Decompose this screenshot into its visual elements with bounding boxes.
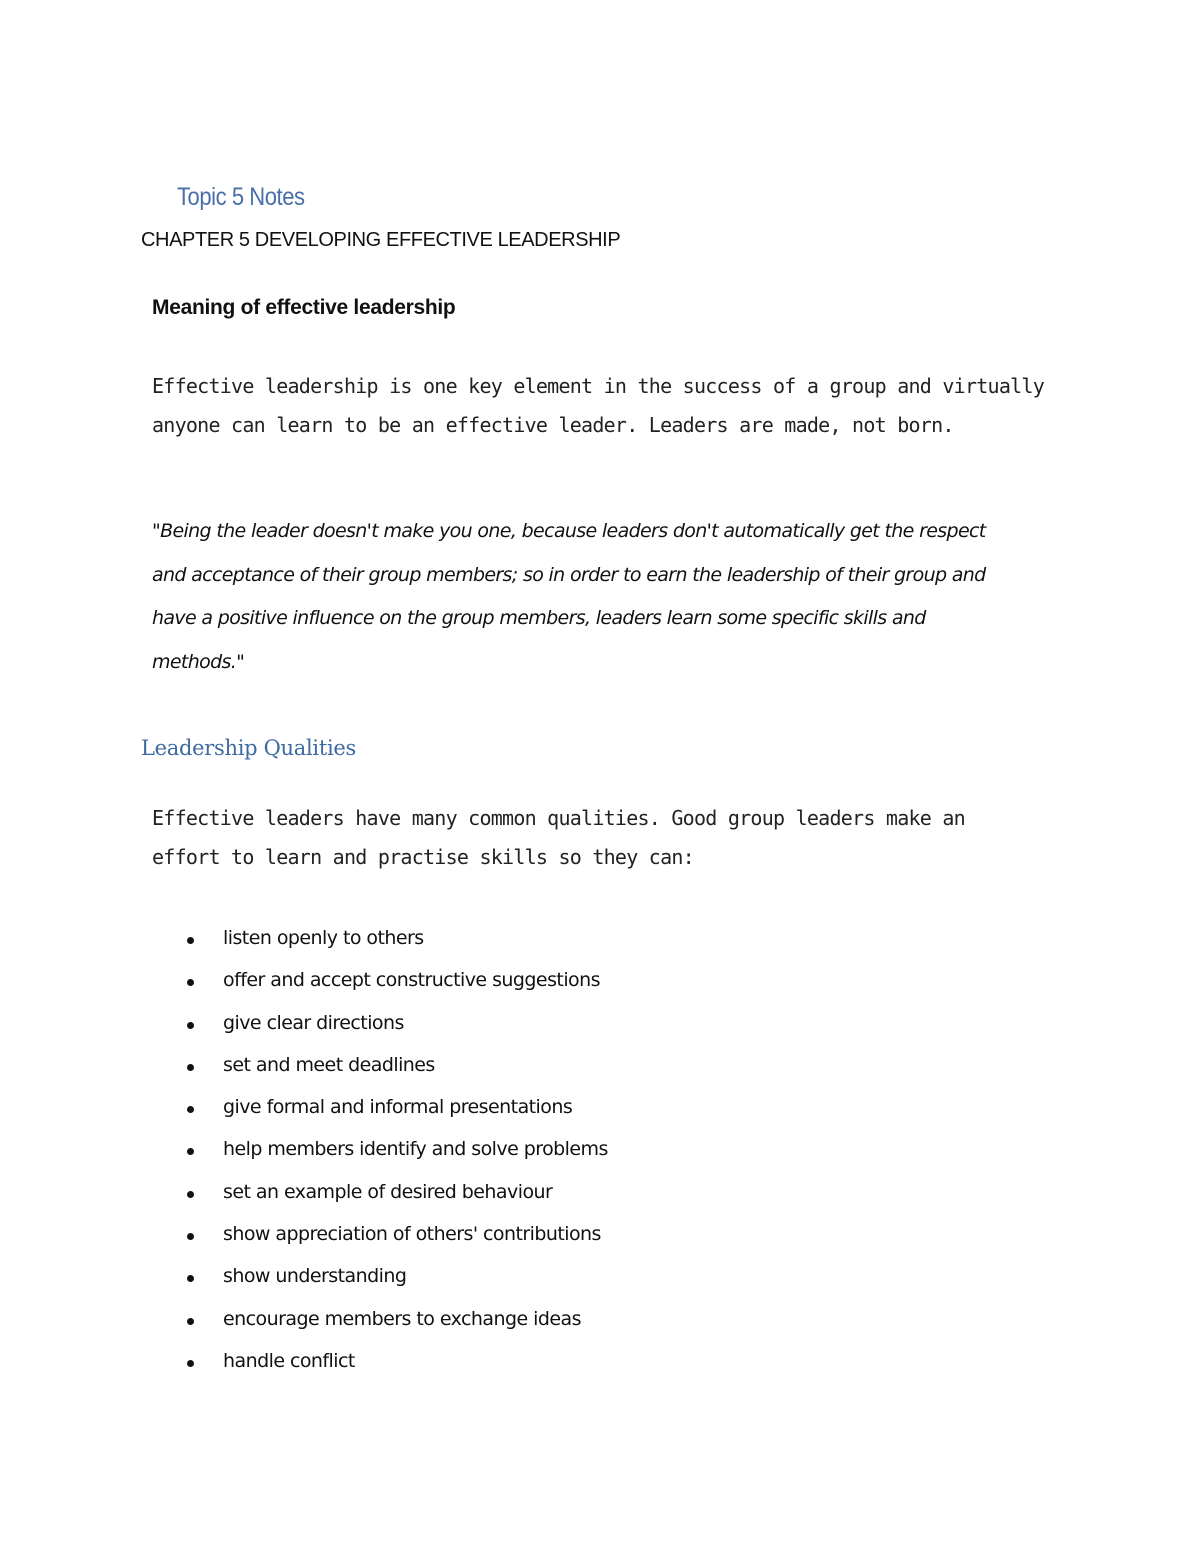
bullet-icon [187,1318,194,1325]
quote-line: "Being the leader doesn't make you one, because leaders don't automatically get the respect [152,520,986,542]
leadership-quote [152,510,1072,684]
intro-paragraph [152,367,1052,445]
quote-line: and acceptance of their group members; so in order to earn the leadership of their group and [152,563,986,586]
qualities-paragraph [152,799,1052,877]
quote-line: methods." [152,650,245,673]
bullet-icon [187,1191,194,1198]
bullet-icon [187,1064,194,1071]
qualities-heading: Leadership Qualities [141,736,356,760]
list-item-text: show appreciation of others' contributions [223,1223,601,1246]
list-item-text: listen openly to others [223,927,424,949]
meaning-heading: Meaning of effective leadership [152,296,456,319]
bullet-icon [187,937,194,944]
qualities-paragraph-line: effort to learn and practise skills so they can: [152,845,694,869]
intro-paragraph-line: Effective leadership is one key element in the success of a group and virtually [152,374,1044,398]
bullet-icon [187,1148,194,1155]
list-item-text: encourage members to exchange ideas [223,1307,581,1330]
intro-paragraph-line: anyone can learn to be an effective leader. Leaders are made, not born. [152,413,954,437]
bullet-icon [187,1360,194,1367]
bullet-icon [187,1275,194,1282]
topic-title: Topic 5 Notes [177,183,305,211]
list-item-text: offer and accept constructive suggestions [223,969,600,992]
list-item-text: give formal and informal presentations [223,1096,573,1119]
bullet-icon [187,979,194,986]
list-item-text: show understanding [223,1265,407,1288]
bullet-icon [187,1106,194,1113]
qualities-paragraph-line: Effective leaders have many common qualities. Good group leaders make an [152,806,965,830]
list-item-text: give clear directions [223,1011,404,1034]
list-item-text: handle conflict [223,1349,355,1372]
list-item-text: help members identify and solve problems [223,1138,608,1161]
bullet-icon [187,1022,194,1029]
list-item-text: set and meet deadlines [223,1053,435,1076]
chapter-title: CHAPTER 5 DEVELOPING EFFECTIVE LEADERSHIP [141,229,621,251]
bullet-icon [187,1233,194,1240]
list-item-text: set an example of desired behaviour [223,1180,553,1203]
quote-line: have a positive influence on the group members, leaders learn some specific skills and [152,607,926,629]
